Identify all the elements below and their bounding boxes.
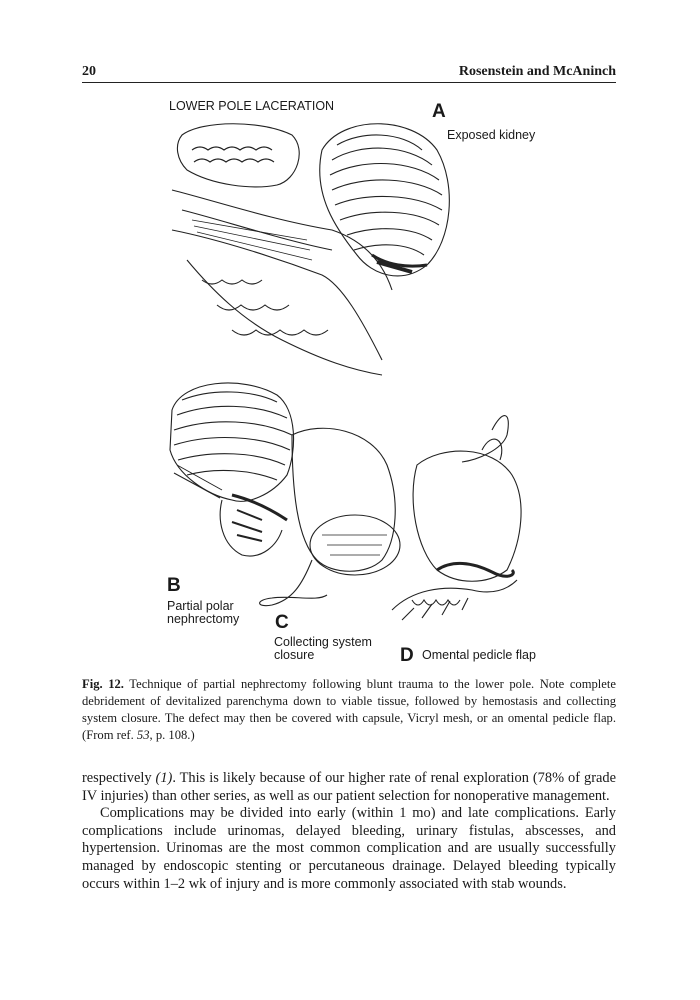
panel-d-letter: D xyxy=(400,645,414,666)
caption-text-2: , p. 108.) xyxy=(149,728,195,742)
panel-c-label-line2: closure xyxy=(274,648,315,662)
page-number: 20 xyxy=(82,64,96,79)
panel-b-label-line2: nephrectomy xyxy=(167,612,240,626)
panel-b-label-line1: Partial polar xyxy=(167,599,234,613)
panel-a-label: Exposed kidney xyxy=(447,128,536,142)
body-text xyxy=(82,770,616,893)
para1-rest: . This is likely because of our higher rate of renal exploration (78% of grade IV injuries) than other series, as well as our patient selection for nonoperative management. xyxy=(82,770,616,804)
caption-figure-ref: Fig. 12. xyxy=(82,677,124,691)
figure-caption xyxy=(82,676,616,744)
panel-d-drawing xyxy=(392,416,521,620)
running-head-authors: Rosenstein and McAninch xyxy=(458,64,616,79)
para1-start: respectively xyxy=(82,770,156,786)
panel-d-label: Omental pedicle flap xyxy=(422,648,536,662)
body-paragraph-1 xyxy=(82,770,616,805)
panel-a-letter: A xyxy=(432,101,446,122)
para1-citation: (1) xyxy=(155,770,173,786)
panel-b-letter: B xyxy=(167,575,181,596)
surgical-illustration xyxy=(82,90,616,670)
caption-text-1: Technique of partial nephrectomy following blunt trauma to the lower pole. Note complete debridement of devitalized parenchyma down to viable tissue, followed by hemostasis and collecting system closure. The defect may then be covered with capsule, Vicryl mesh, or an omental pedicle flap. (From ref. xyxy=(82,677,616,742)
panel-c-label-line1: Collecting system xyxy=(274,635,372,649)
panel-b-drawing xyxy=(170,383,294,556)
panel-c-letter: C xyxy=(275,612,289,633)
caption-ref-number: 53 xyxy=(136,728,150,742)
figure-12 xyxy=(82,90,616,670)
running-header xyxy=(82,62,616,83)
body-paragraph-2: Complications may be divided into early (within 1 mo) and late complications. Early complications include urinomas, delayed bleeding, urinary fistulas, abscesses, and hypertension. Urinomas are the most common complication and are usually successfully managed by endoscopic stenting or percutaneous drainage. Delayed bleeding typically occurs within 1–2 wk of injury and is more commonly associated with stab wounds. xyxy=(82,805,616,892)
figure-title-label: LOWER POLE LACERATION xyxy=(169,99,335,113)
panel-a-drawing xyxy=(172,124,449,375)
